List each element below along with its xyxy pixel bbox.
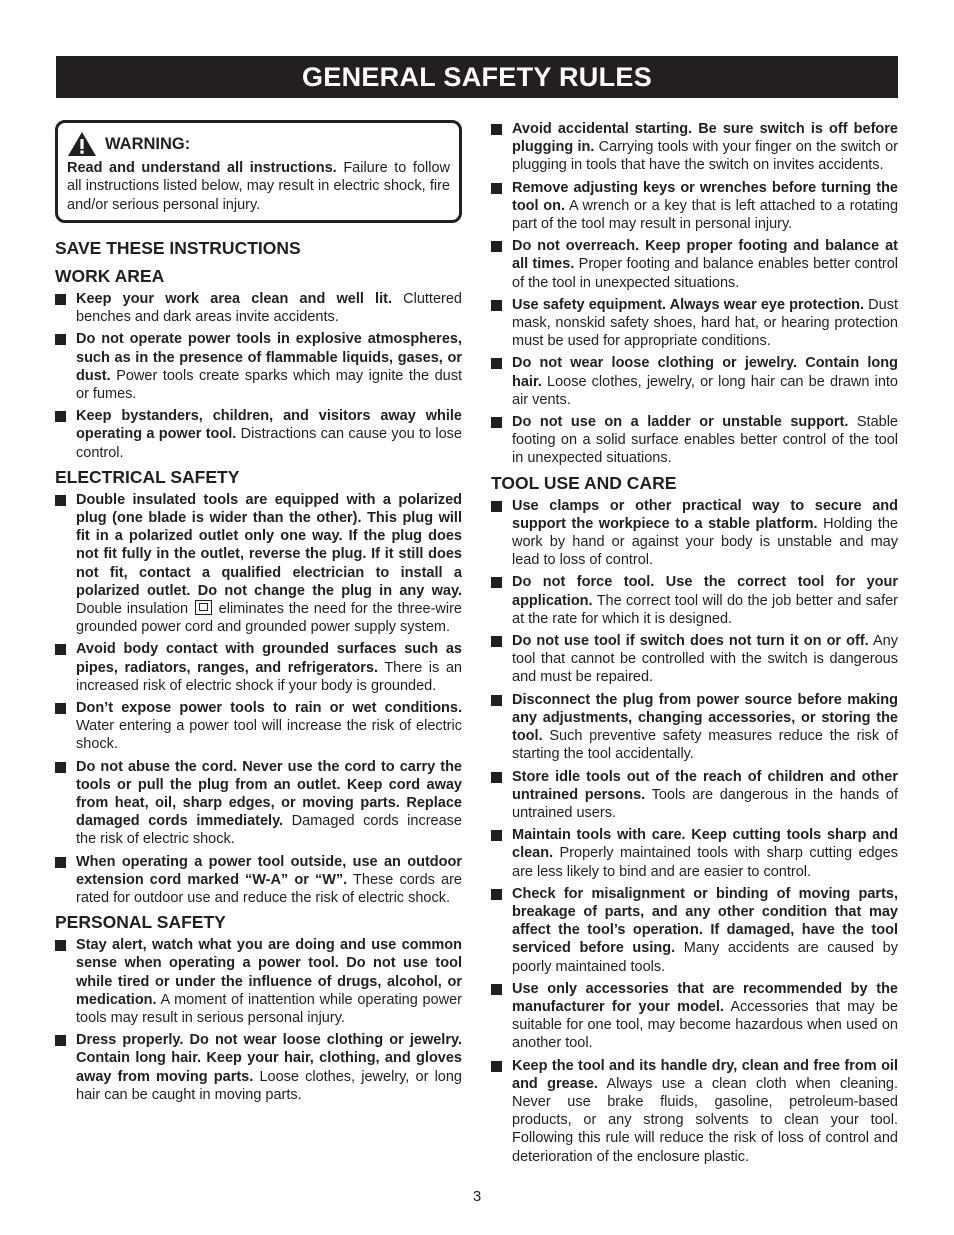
rule-text: Double insulation [76,600,193,617]
bullet-square [55,294,66,305]
rule-bold: When operating a power tool outside, use an outdoor extension cord marked “W-A” or “W”. [76,853,462,888]
rule-text: Stable footing on a solid surface enables better control of the tool in unexpected situations. [512,414,898,467]
electrical-safety-rule [55,853,462,908]
warning-triangle-icon [67,131,97,157]
warning-header [67,129,450,159]
bullet-square [55,940,66,951]
personal-safety-rule [491,120,898,175]
warning-body: Failure to follow all instructions listed below, may result in electric shock, fire and/or serious personal injury. [67,160,450,213]
save-instructions-heading: SAVE THESE INSTRUCTIONS [55,237,301,258]
electrical-safety-rule [55,491,462,637]
rule-text: Accessories that may be suitable for one tool, may become hazardous when used on another tool. [512,998,898,1052]
rule-text: The correct tool will do the job better and safer at the rate for which it is designed. [512,592,898,627]
tool-use-rule [491,691,898,764]
rule-text: Such preventive safety measures reduce the risk of starting the tool accidentally. [512,728,898,763]
rule-text: Any tool that cannot be controlled with the switch is dangerous and must be repaired. [512,633,898,686]
rule-bold: Avoid accidental starting. Be sure switch is off before plugging in. [512,121,898,156]
rule-bold: Store idle tools out of the reach of children and other untrained persons. [512,768,898,803]
right-column [491,120,898,1170]
rule-text: Power tools create sparks which may ignite the dust or fumes. [76,367,462,402]
bullet-square [491,241,502,252]
rule-bold: Check for misalignment or binding of moving parts, breakage of parts, and any other condition that may affect the tool’s operation. If damaged, have the tool serviced before using. [512,885,898,957]
work-area-heading: WORK AREA [55,265,165,286]
bullet-square [55,411,66,422]
rule-bold: Do not use tool if switch does not turn it on or off. [512,633,869,650]
rule-text: Holding the work by hand or against your body is unstable and may lead to loss of control. [512,515,898,569]
electrical-safety-heading: ELECTRICAL SAFETY [55,466,240,487]
personal-safety-rule [55,1031,462,1104]
electrical-safety-rule [55,699,462,754]
bullet-square [55,644,66,655]
tool-use-rule [491,885,898,976]
rule-bold: Do not overreach. Keep proper footing and balance at all times. [512,238,898,273]
rule-bold: Keep your work area clean and well lit. [76,290,392,307]
bullet-square [491,636,502,647]
tool-use-rule [491,980,898,1053]
rule-text: Water entering a power tool will increase the risk of electric shock. [76,718,462,753]
bullet-square [491,830,502,841]
tool-use-heading: TOOL USE AND CARE [491,472,677,493]
bullet-square [55,857,66,868]
rule-text: Cluttered benches and dark areas invite accidents. [76,290,462,326]
tool-use-rule [491,768,898,823]
warning-label: WARNING: [105,134,191,153]
bullet-square [491,984,502,995]
rule-bold: Keep the tool and its handle dry, clean and free from oil and grease. [512,1057,898,1092]
tool-use-rule [491,1057,898,1166]
rule-text: A wrench or a key that is left attached to a rotating part of the tool may result in personal injury. [512,197,899,233]
work-area-rule [55,407,462,462]
rule-bold: Do not operate power tools in explosive atmospheres, such as in the presence of flammable liquids, gases, or dust. [76,331,462,384]
bullet-square [55,1035,66,1046]
bullet-square [491,417,502,428]
rule-text: Dust mask, nonskid safety shoes, hard hat, or hearing protection must be used for appropriate conditions. [512,296,898,350]
tool-use-rule [491,497,898,570]
bullet-square [491,889,502,900]
rule-bold: Don’t expose power tools to rain or wet conditions. [76,699,462,716]
rule-bold: Keep bystanders, children, and visitors away while operating a power tool. [76,408,462,443]
work-area-rule [55,330,462,403]
rule-bold: Do not wear loose clothing or jewelry. Contain long hair. [512,355,898,390]
tool-use-rule [491,573,898,628]
bullet-square [491,300,502,311]
rule-text: Loose clothes, jewelry, or long hair can be drawn into air vents. [512,373,898,408]
bullet-square [491,501,502,512]
bullet-square [491,577,502,588]
rule-text: Many accidents are caused by poorly maintained tools. [512,940,899,975]
rule-text: Proper footing and balance enables better control of the tool in unexpected situations. [512,256,899,291]
bullet-square [55,334,66,345]
electrical-safety-rule [55,758,462,849]
rule-text: Carrying tools with your finger on the switch or plugging in tools that have the switch on invites accidents. [512,139,898,174]
rule-bold: Use only accessories that are recommended by the manufacturer for your model. [512,980,898,1015]
rule-bold: Use safety equipment. Always wear eye protection. [512,296,865,313]
rule-text: Damaged cords increase the risk of electric shock. [76,813,462,848]
rule-bold: Maintain tools with care. Keep cutting tools sharp and clean. [512,827,898,862]
rule-bold: Do not use on a ladder or unstable support. [512,414,849,431]
rule-text: Distractions can cause you to lose control. [76,426,462,461]
tool-use-rule [491,632,898,687]
rule-bold: Do not force tool. Use the correct tool for your application. [512,574,898,609]
bullet-square [491,772,502,783]
rule-text: Tools are dangerous in the hands of untrained users. [512,786,898,821]
rule-bold: Stay alert, watch what you are doing and use common sense when operating a power tool. Do not use tool while tired or under the influence of drugs, alcohol, or medication. [76,937,462,1008]
bullet-square [491,358,502,369]
rule-text: Properly maintained tools with sharp cutting edges are less likely to bind and are easier to control. [512,845,898,880]
personal-safety-rule [491,296,898,351]
personal-safety-rule [491,354,898,409]
rule-bold: Use clamps or other practical way to secure and support the workpiece to a stable platform. [512,497,898,532]
rule-text: Loose clothes, jewelry, or long hair can be caught in moving parts. [76,1068,462,1103]
bullet-square [491,183,502,194]
electrical-safety-rule [55,640,462,695]
personal-safety-rule [55,936,462,1027]
rule-text: eliminates the need for the three-wire grounded power cord and grounded power supply system. [76,600,462,636]
personal-safety-rule [491,237,898,292]
personal-safety-heading: PERSONAL SAFETY [55,912,226,933]
rule-text: These cords are rated for outdoor use and reduce the risk of electric shock. [76,871,462,906]
rule-text: Always use a clean cloth when cleaning. Never use brake fluids, gasoline, petroleum-based products, or any strong solvents to clean your tool. Following this rule will reduce the risk of loss of control and deterioration of the enclosure plastic. [512,1075,898,1165]
bullet-square [491,124,502,135]
tool-use-rule [491,826,898,881]
page-title: GENERAL SAFETY RULES [56,56,898,98]
bullet-square [491,695,502,706]
bullet-square [491,1061,502,1072]
rule-bold: Disconnect the plug from power source before making any adjustments, changing accessories, or storing the tool. [512,691,898,745]
bullet-square [55,762,66,773]
left-column [55,120,462,1108]
rule-bold: Double insulated tools are equipped with a polarized plug (one blade is wider than the other). This plug will fit in a polarized outlet only one way. If the plug does not fit fully in the outlet, reverse the plug. If it still does not fit, contact a qualified electrician to install a polarized outlet. Do not change the plug in any way. [76,491,462,599]
warning-bold: Read and understand all instructions. [67,160,337,176]
bullet-square [55,495,66,506]
rule-bold: Dress properly. Do not wear loose clothing or jewelry. Contain long hair. Keep your hair, clothing, and gloves away from moving parts. [76,1032,462,1085]
personal-safety-rule [491,179,898,234]
rule-bold: Do not abuse the cord. Never use the cord to carry the tools or pull the plug from an outlet. Keep cord away from heat, oil, sharp edges, or moving parts. Replace damaged cords immediately. [76,758,462,830]
double-insulation-icon [195,600,212,615]
personal-safety-rule [491,413,898,468]
rule-text: A moment of inattention while operating power tools may result in serious personal injury. [76,991,462,1026]
rule-text: There is an increased risk of electric shock if your body is grounded. [76,659,462,694]
bullet-square [55,703,66,714]
rule-bold: Remove adjusting keys or wrenches before turning the tool on. [512,179,898,214]
warning-box [55,120,462,223]
work-area-rule [55,290,462,326]
rule-bold: Avoid body contact with grounded surfaces such as pipes, radiators, ranges, and refrigerators. [76,641,462,676]
warning-text [67,159,450,214]
page-number: 3 [472,1188,482,1205]
